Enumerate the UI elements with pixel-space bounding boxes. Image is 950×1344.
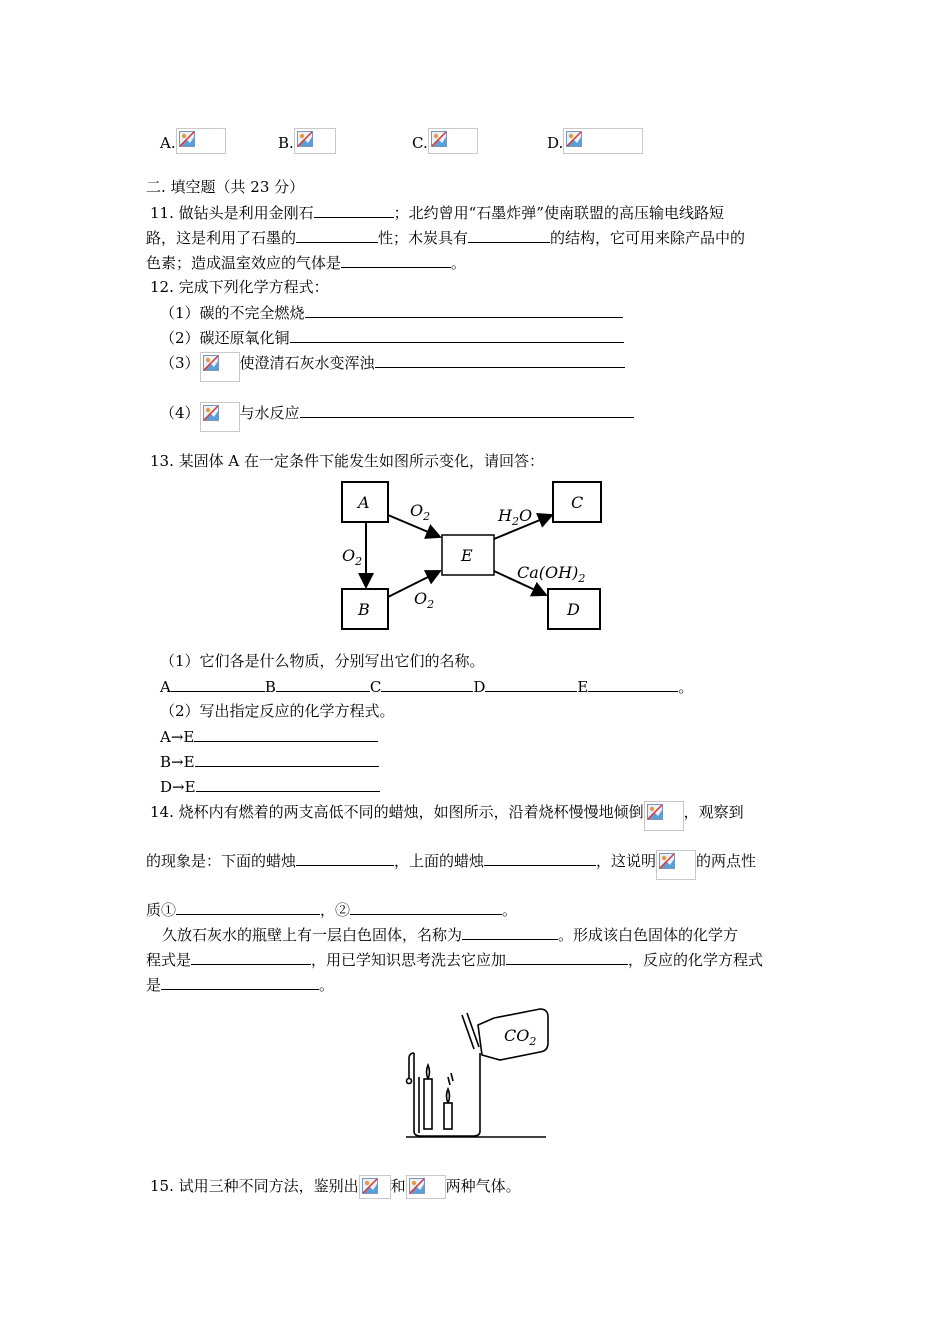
q13-de: D→E xyxy=(160,776,380,797)
blank[interactable] xyxy=(290,327,624,343)
label-e: E xyxy=(461,546,473,565)
blank[interactable] xyxy=(484,850,596,866)
q13-title: 13. 某固体 A 在一定条件下能发生如图所示变化，请回答： xyxy=(150,452,544,470)
broken-image-icon xyxy=(200,352,240,382)
blank[interactable] xyxy=(176,899,320,915)
label-o2-be: $O_2$ xyxy=(414,589,435,611)
broken-image-icon xyxy=(563,128,643,154)
q13-names-line: A B C D E 。 xyxy=(160,678,694,696)
co2-label: $CO_2$ xyxy=(504,1026,537,1048)
q15-line: 15. 试用三种不同方法，鉴别出 和 两种气体。 xyxy=(150,1175,521,1199)
broken-image-icon xyxy=(176,128,226,154)
q13-sub2: （2）写出指定反应的化学方程式。 xyxy=(160,702,395,720)
q12-item2: （2）碳还原氧化铜 xyxy=(160,327,624,348)
broken-image-icon xyxy=(294,128,336,154)
blank[interactable] xyxy=(468,227,550,243)
blank[interactable] xyxy=(485,676,577,692)
q11-line2: 路，这是利用了石墨的 性；木炭具有 的结构，它可用来除产品中的 xyxy=(146,229,746,247)
q12-title: 12. 完成下列化学方程式： xyxy=(150,278,329,296)
broken-image-icon xyxy=(656,850,696,880)
q11-line3: 色素；造成温室效应的气体是 。 xyxy=(146,254,467,272)
q14-line2: 的现象是：下面的蜡烛 ，上面的蜡烛 ，这说明 的两点性 xyxy=(146,850,756,880)
label-caoh2: $Ca(OH)_2$ xyxy=(517,563,586,585)
label-o2-ae: $O_2$ xyxy=(410,501,431,523)
q13-sub1: （1）它们各是什么物质，分别写出它们的名称。 xyxy=(160,652,485,670)
blank[interactable] xyxy=(588,676,678,692)
q14-line1: 14. 烧杯内有燃着的两支高低不同的蜡烛，如图所示，沿着烧杯慢慢地倾倒 ，观察到 xyxy=(150,801,744,831)
choice-c: C. xyxy=(412,128,478,154)
q14-line5: 程式是 ，用已学知识思考洗去它应加 ，反应的化学方程式 xyxy=(146,951,764,969)
section-title: 二. 填空题（共 23 分） xyxy=(146,178,305,196)
blank[interactable] xyxy=(191,949,311,965)
broken-image-icon xyxy=(428,128,478,154)
blank[interactable] xyxy=(296,850,394,866)
broken-image-icon xyxy=(406,1175,446,1199)
blank[interactable] xyxy=(196,776,380,792)
q11-line1: 11. 做钻头是利用金刚石 ；北约曾用“石墨炸弹”使南联盟的高压输电线路短 xyxy=(150,204,724,222)
blank[interactable] xyxy=(375,352,625,368)
broken-image-icon xyxy=(644,801,684,831)
blank[interactable] xyxy=(341,252,451,268)
blank[interactable] xyxy=(350,899,502,915)
blank[interactable] xyxy=(276,676,370,692)
q13-ae: A→E xyxy=(160,726,378,747)
blank[interactable] xyxy=(305,302,623,318)
label-o2-ab: $O_2$ xyxy=(342,546,363,568)
label-a: A xyxy=(358,493,370,512)
blank[interactable] xyxy=(194,726,378,742)
broken-image-icon xyxy=(200,402,240,432)
blank[interactable] xyxy=(381,676,473,692)
blank[interactable] xyxy=(195,751,379,767)
q14-line3: 质① ，② 。 xyxy=(146,901,518,919)
blank[interactable] xyxy=(462,924,558,940)
label-h2o: $H_2O$ xyxy=(498,506,533,528)
beaker-candles-illustration xyxy=(400,1005,550,1140)
blank[interactable] xyxy=(171,676,265,692)
broken-image-icon xyxy=(359,1175,391,1199)
q14-line4: 久放石灰水的瓶壁上有一层白色固体，名称为 。形成该白色固体的化学方 xyxy=(162,926,739,944)
blank[interactable] xyxy=(506,949,628,965)
blank[interactable] xyxy=(300,402,634,418)
choice-b: B. xyxy=(278,128,336,154)
label-b: B xyxy=(358,600,370,619)
label-d: D xyxy=(567,600,580,619)
blank[interactable] xyxy=(161,974,319,990)
q13-be: B→E xyxy=(160,751,379,772)
q12-item1: （1）碳的不完全燃烧 xyxy=(160,302,623,323)
q12-item4: （4） 与水反应 xyxy=(160,402,634,432)
reaction-diagram xyxy=(330,475,620,635)
label-c: C xyxy=(571,493,584,512)
blank[interactable] xyxy=(314,202,394,218)
co2-pour-stream xyxy=(462,1015,474,1049)
choice-a: A. xyxy=(160,128,226,154)
choice-d: D. xyxy=(547,128,643,154)
q14-line6: 是 。 xyxy=(146,976,335,994)
q12-item3: （3） 使澄清石灰水变浑浊 xyxy=(160,352,625,382)
blank[interactable] xyxy=(296,227,378,243)
